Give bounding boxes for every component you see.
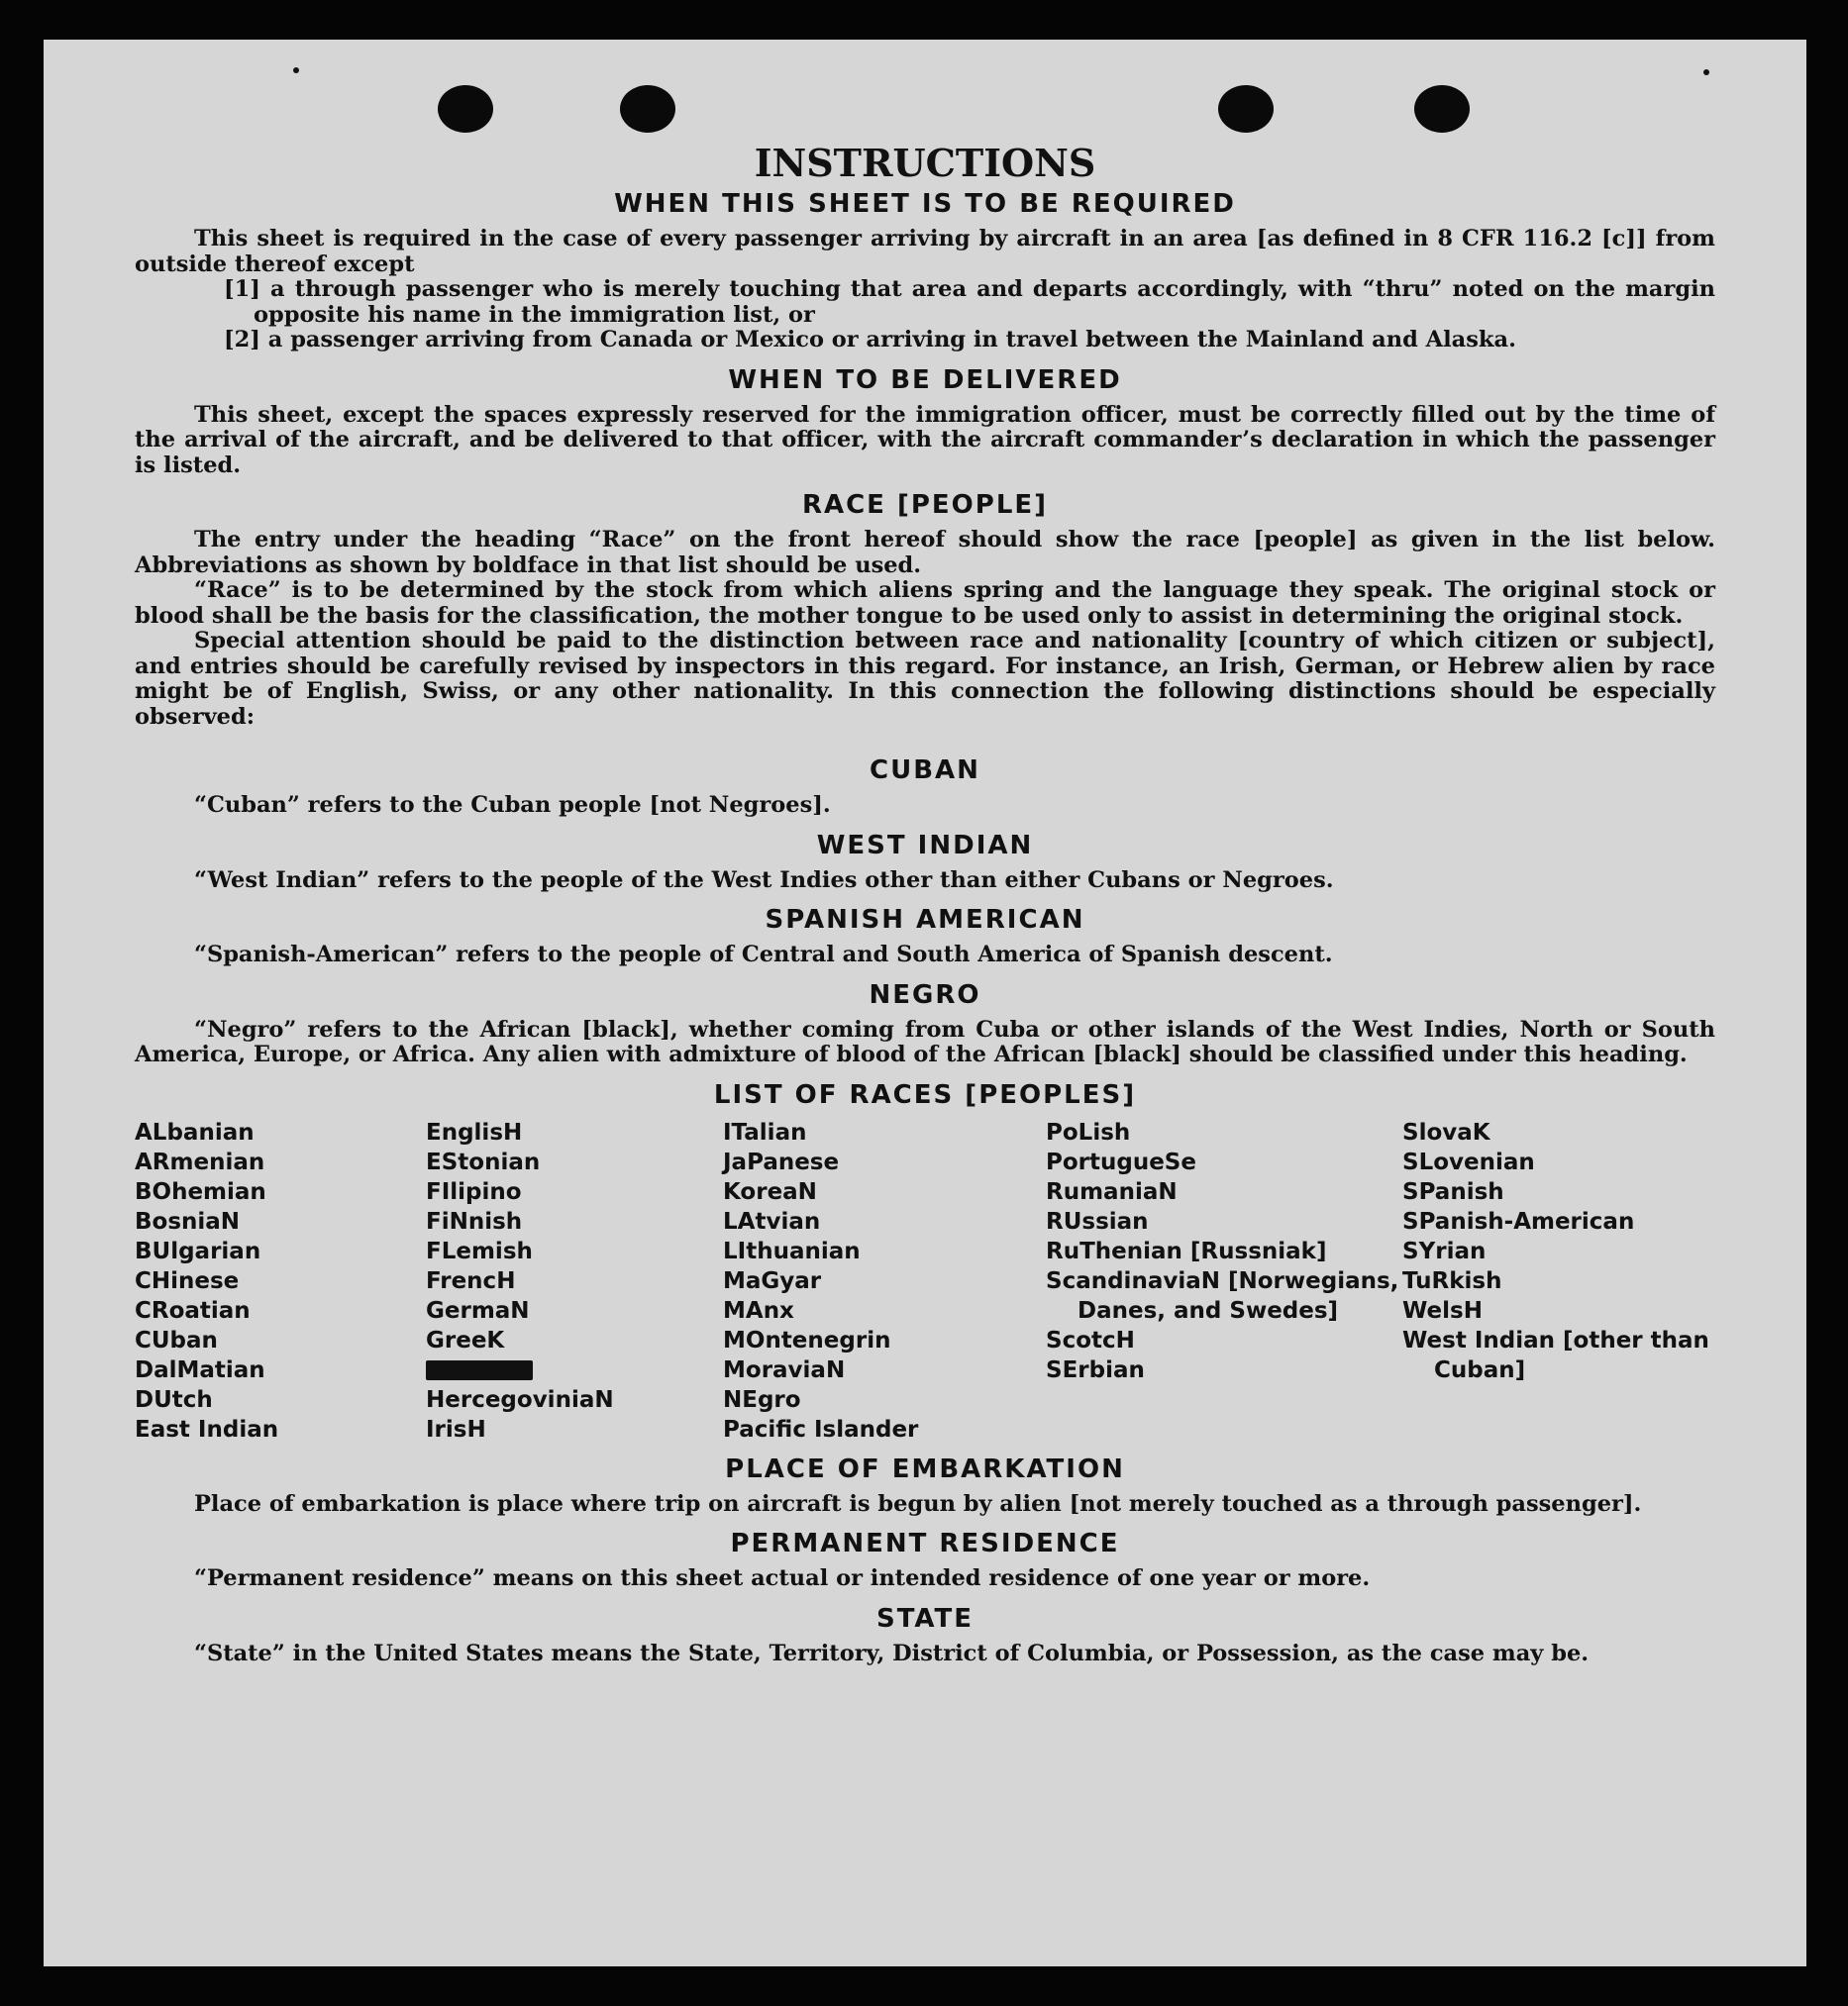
race-paragraph-1: The entry under the heading “Race” on the front hereof should show the race [people] as given in the list below. Abbreviations as shown by boldface in that list should be used. [135,527,1715,578]
punch-hole [1414,85,1470,133]
race-item: NEgro [723,1386,801,1413]
heading-cuban: CUBAN [870,755,980,785]
document-sheet [44,40,1806,1966]
when-required-item-1: [1] a through passenger who is merely touching that area and departs accordingly, with “thru” noted on the margin opposite his name in the immigration list, or [224,276,1715,328]
speck [293,67,299,73]
race-item: RuThenian [Russniak] [1046,1238,1327,1264]
race-item: CHinese [135,1267,240,1294]
redaction-mark [426,1360,533,1380]
race-item: BOhemian [135,1178,266,1205]
heading-state: STATE [875,1603,975,1634]
race-item: IrisH [426,1416,486,1443]
race-item: ScotcH [1046,1327,1135,1354]
race-item: EnglisH [426,1119,523,1146]
instructions-content [135,141,1715,1666]
race-item: RUssian [1046,1208,1149,1235]
heading-list-of-races: LIST OF RACES [PEOPLES] [713,1079,1137,1110]
race-item: MoraviaN [723,1356,846,1383]
race-item: HercegoviniaN [426,1386,614,1413]
race-item: East Indian [135,1416,279,1443]
race-item: ITalian [723,1119,807,1146]
race-item: BosniaN [135,1208,241,1235]
race-item: SlovaK [1402,1119,1490,1146]
heading-race: RACE [PEOPLE] [801,490,1049,520]
race-item: PoLish [1046,1119,1131,1146]
redacted-entry [426,1355,723,1385]
race-item: FiNnish [426,1208,523,1235]
heading-when-delivered: WHEN TO BE DELIVERED [728,364,1122,395]
race-item: MAnx [723,1297,794,1324]
punch-hole [438,85,493,133]
race-item: LAtvian [723,1208,821,1235]
race-column-4 [1046,1118,1402,1445]
west-indian-text: “West Indian” refers to the people of the West Indies other than either Cubans or Negroes. [194,866,1334,893]
race-item: FLemish [426,1238,533,1264]
punch-hole [1218,85,1274,133]
race-item: ALbanian [135,1119,255,1146]
race-item: RumaniaN [1046,1178,1178,1205]
speck [1703,69,1709,75]
heading-negro: NEGRO [869,979,981,1010]
race-column-5 [1402,1118,1715,1445]
race-item: BUlgarian [135,1238,261,1264]
race-item: MaGyar [723,1267,822,1294]
race-item: ScandinaviaN [Norwegians, Danes, and Swedes] [1046,1267,1399,1324]
race-item: SPanish [1402,1178,1504,1205]
race-item: EStonian [426,1149,541,1175]
heading-when-required: WHEN THIS SHEET IS TO BE REQUIRED [614,189,1236,219]
race-item: DUtch [135,1386,213,1413]
race-item: JaPanese [723,1149,840,1175]
heading-spanish-american: SPANISH AMERICAN [765,905,1085,935]
race-item: PortugueSe [1046,1149,1196,1175]
race-paragraph-2: “Race” is to be determined by the stock from which aliens spring and the language they speak. The original stock or blood shall be the basis for the classification, the mother tongue to be used only to assist in determining the original stock. [135,577,1715,629]
heading-permanent-residence: PERMANENT RESIDENCE [730,1529,1120,1558]
race-item: FrencH [426,1267,516,1294]
punch-hole [620,85,675,133]
negro-text: “Negro” refers to the African [black], whether coming from Cuba or other islands of the West Indies, North or South America, Europe, or Africa. Any alien with admixture of blood of the African [black] should be classified under this heading. [135,1016,1715,1067]
race-column-2 [426,1118,723,1445]
race-item: SPanish-American [1402,1208,1635,1235]
when-delivered-text: This sheet, except the spaces expressly reserved for the immigration officer, must be correctly filled out by the time of the arrival of the aircraft, and be delivered to that officer, with the aircraft commander’s declaration in which the passenger is listed. [135,401,1715,478]
race-item: LIthuanian [723,1238,861,1264]
race-item: KoreaN [723,1178,817,1205]
race-column-3 [723,1118,1046,1445]
race-item: TuRkish [1402,1267,1502,1294]
race-item: GreeK [426,1327,505,1354]
heading-embarkation: PLACE OF EMBARKATION [725,1454,1125,1484]
race-item: DalMatian [135,1356,265,1383]
embarkation-text: Place of embarkation is place where trip on aircraft is begun by alien [not merely touched as a through passenger]. [194,1490,1642,1517]
when-required-intro: This sheet is required in the case of every passenger arriving by aircraft in an area [as defined in 8 CFR 116.2 [c]] from outside thereof except [135,226,1715,277]
state-text: “State” in the United States means the State, Territory, District of Columbia, or Possession, as the case may be. [194,1640,1590,1666]
when-required-item-2: [2] a passenger arriving from Canada or Mexico or arriving in travel between the Mainland and Alaska. [224,327,1516,352]
residence-text: “Permanent residence” means on this sheet actual or intended residence of one year or more. [194,1565,1371,1591]
race-item: SErbian [1046,1356,1145,1383]
race-list [135,1118,1715,1445]
spanish-american-text: “Spanish-American” refers to the people of Central and South America of Spanish descent. [194,942,1333,967]
race-item: SYrian [1402,1238,1487,1264]
cuban-text: “Cuban” refers to the Cuban people [not Negroes]. [194,792,831,818]
race-paragraph-3: Special attention should be paid to the distinction between race and nationality [country of which citizen or subject], and entries should be carefully revised by inspectors in this regard. For instance, an Irish, German, or Hebrew alien by race might be of English, Swiss, or any other nationality. In this connection the following distinctions should be especially observed: [135,628,1715,730]
race-item: West Indian [other than Cuban] [1402,1327,1709,1383]
race-item: CRoatian [135,1297,251,1324]
race-item: Pacific Islander [723,1416,919,1443]
race-item: MOntenegrin [723,1327,891,1354]
race-column-1 [135,1118,426,1445]
race-item: CUban [135,1327,218,1354]
race-item: WelsH [1402,1297,1483,1324]
race-item: SLovenian [1402,1149,1535,1175]
page-title: INSTRUCTIONS [754,141,1096,185]
race-item: FIlipino [426,1178,522,1205]
race-item: GermaN [426,1297,530,1324]
heading-west-indian: WEST INDIAN [816,830,1034,860]
race-item: ARmenian [135,1149,265,1175]
